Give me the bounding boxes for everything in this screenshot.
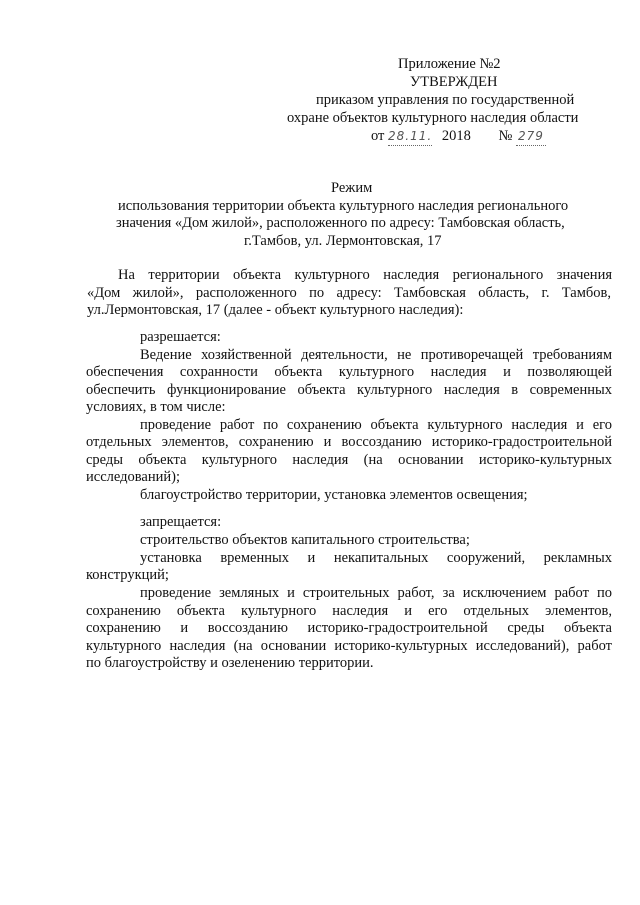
allowed-p2-line-2: отдельных элементов, сохранению и воссозданию историко-градостроительной <box>86 434 612 450</box>
allowed-p1-line-2: обеспечения сохранности объекта культурного наследия и позволяющей <box>86 364 612 380</box>
forbidden-p2-line-1: установка временных и некапитальных сооружений, рекламных <box>140 550 612 566</box>
appendix-label: Приложение №2 <box>398 56 501 72</box>
order-date-line <box>371 128 546 146</box>
order-line-2: охране объектов культурного наследия области <box>287 110 579 126</box>
allowed-p3-line-1: благоустройство территории, установка элементов освещения; <box>140 487 528 503</box>
title-line-1: использования территории объекта культурного наследия регионального <box>118 198 569 214</box>
forbidden-p3-line-1: проведение земляных и строительных работ, за исключением работ по <box>140 585 612 601</box>
order-line-1: приказом управления по государственной <box>316 92 575 108</box>
allowed-p1-line-3: обеспечить функционирование объекта культурного наследия в современных <box>86 382 612 398</box>
forbidden-heading: запрещается: <box>140 514 222 530</box>
handwritten-number: 279 <box>516 128 546 146</box>
forbidden-p3-line-4: культурного наследия (на основании историко-культурных исследований), работ <box>86 638 612 654</box>
allowed-p1-line-1: Ведение хозяйственной деятельности, не противоречащей требованиям <box>140 347 612 363</box>
approved-label: УТВЕРЖДЕН <box>410 74 498 90</box>
allowed-p1-line-4: условиях, в том числе: <box>86 399 226 415</box>
intro-line-3: ул.Лермонтовская, 17 (далее - объект культурного наследия): <box>87 302 464 318</box>
allowed-p2-line-3: среды объекта культурного наследия (на основании историко-культурных <box>86 452 612 468</box>
title-line-2: значения «Дом жилой», расположенного по адресу: Тамбовская область, <box>116 215 565 231</box>
order-year: 2018 <box>441 128 471 144</box>
allowed-p2-line-1: проведение работ по сохранению объекта культурного наследия и его <box>140 417 612 433</box>
intro-line-1: На территории объекта культурного наследия регионального значения <box>118 267 612 283</box>
forbidden-p3-line-2: сохранению объекта культурного наследия и его отдельных элементов, <box>86 603 612 619</box>
forbidden-p1-line-1: строительство объектов капитального строительства; <box>140 532 470 548</box>
forbidden-p2-line-2: конструкций; <box>86 567 169 583</box>
allowed-heading: разрешается: <box>140 329 221 345</box>
forbidden-p3-line-5: по благоустройству и озеленению территории. <box>86 655 374 671</box>
title-line-3: г.Тамбов, ул. Лермонтовская, 17 <box>244 233 442 249</box>
number-prefix: № <box>498 128 513 144</box>
date-prefix: от <box>371 128 385 144</box>
handwritten-date: 28.11. <box>388 128 432 146</box>
allowed-p2-line-4: исследований); <box>86 469 180 485</box>
document-title: Режим <box>331 180 373 196</box>
forbidden-p3-line-3: сохранению и воссозданию историко-градостроительной среды объекта <box>86 620 612 636</box>
intro-line-2: «Дом жилой», расположенного по адресу: Тамбовская область, г. Тамбов, <box>87 285 611 301</box>
